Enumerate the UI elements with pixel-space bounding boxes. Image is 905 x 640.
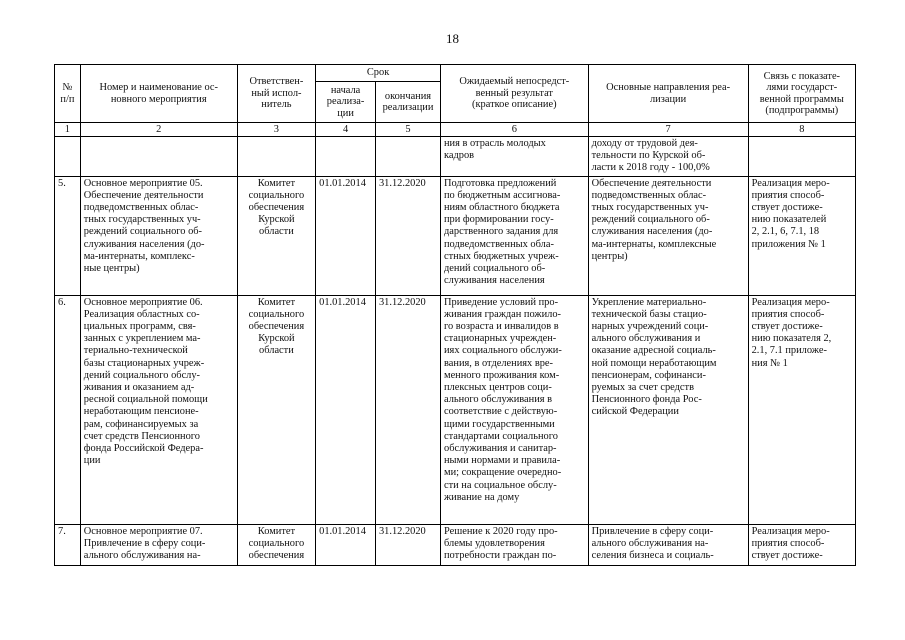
row-start: 01.01.2014	[316, 295, 376, 524]
row-name: Основное мероприятие 05. Обеспечение деятельности подведомственных облас- тных государственных уч- реждений социального об- служивания населения (до- ма-интернаты, комплекс- ные центры)	[80, 176, 237, 295]
header-link: Связь с показате- лями государст- венной программы (подпрограммы)	[748, 65, 855, 123]
table-row	[55, 295, 856, 524]
header-term: Срок	[316, 65, 441, 82]
row-result: Приведение условий про- живания граждан пожило- го возраста и инвалидов в стационарных учрежден- иях социального обслужи- вания, в отделениях вре- менного проживания ком- плексных центров соци- ального обслуживания в соответствие с действую- щими государственными стандартами социального обслуживания и санитар- ными нормами и правила- ми; сокращение очередно- сти на социальное обслу- живание на дому	[441, 295, 589, 524]
row-directions: Обеспечение деятельности подведомственных облас- тных государственных уч- реждений социального об- служивания населения (до- ма-интернаты, комплексные центры)	[588, 176, 748, 295]
column-number: 7	[588, 123, 748, 137]
column-number: 8	[748, 123, 855, 137]
continuation-directions: доходу от трудовой дея- тельности по Курской об- ласти к 2018 году - 100,0%	[588, 137, 748, 177]
header-num: № п/п	[55, 65, 81, 123]
row-link: Реализация меро- приятия способ- ствует достиже-	[748, 524, 855, 565]
row-responsible: Комитет социального обеспечения Курской области	[237, 295, 315, 524]
header-directions: Основные направления реа- лизации	[588, 65, 748, 123]
column-number: 4	[316, 123, 376, 137]
row-name: Основное мероприятие 07. Привлечение в сферу соци- ального обслуживания на-	[80, 524, 237, 565]
header-result: Ожидаемый непосредст- венный результат (краткое описание)	[441, 65, 589, 123]
row-name: Основное мероприятие 06. Реализация областных со- циальных программ, свя- занных с укреплением ма- териально-технической базы стационарных учреж- дений социального обслу- живания и оказанием ад- ресной социальной помощи неработающим пенсионе- рам, софинансируемых за счет средств Пенсионного фонда Российской Федера- ции	[80, 295, 237, 524]
row-responsible: Комитет социального обеспечения Курской области	[237, 176, 315, 295]
header-start: начала реализа- ции	[316, 82, 376, 123]
row-end: 31.12.2020	[375, 176, 440, 295]
row-directions: Привлечение в сферу соци- ального обслуживания на- селения бизнеса и социаль-	[588, 524, 748, 565]
header-name: Номер и наименование ос- новного мероприятия	[80, 65, 237, 123]
continuation-row	[55, 137, 856, 177]
row-num: 7.	[55, 524, 81, 565]
row-link: Реализация меро- приятия способ- ствует достиже- нию показателей 2, 2.1, 6, 7.1, 18 приложения № 1	[748, 176, 855, 295]
column-number: 1	[55, 123, 81, 137]
column-number: 5	[375, 123, 440, 137]
row-end: 31.12.2020	[375, 524, 440, 565]
row-start: 01.01.2014	[316, 524, 376, 565]
row-result: Подготовка предложений по бюджетным ассигнова- ниям областного бюджета при формировании госу- дарственного задания для подведомственных обла- стных бюджетных учреж- дений социального об- служивания населения	[441, 176, 589, 295]
column-number: 6	[441, 123, 589, 137]
header-end: окончания реализации	[375, 82, 440, 123]
row-num: 5.	[55, 176, 81, 295]
row-link: Реализация меро- приятия способ- ствует достиже- нию показателя 2, 2.1, 7.1 приложе- ния № 1	[748, 295, 855, 524]
continuation-result: ния в отрасль молодых кадров	[441, 137, 589, 177]
table-row	[55, 524, 856, 565]
row-end: 31.12.2020	[375, 295, 440, 524]
header-responsible: Ответствен- ный испол- нитель	[237, 65, 315, 123]
page-number: 18	[446, 31, 459, 46]
row-directions: Укрепление материально- технической базы стацио- нарных учреждений соци- ального обслуживания и оказание адресной социаль- ной помощи неработающим пенсионерам, софинанси- руемых за счет средств Пенсионного фонда Рос- сийской Федерации	[588, 295, 748, 524]
column-number: 2	[80, 123, 237, 137]
column-number: 3	[237, 123, 315, 137]
row-start: 01.01.2014	[316, 176, 376, 295]
row-result: Решение к 2020 году про- блемы удовлетворения потребности граждан по-	[441, 524, 589, 565]
row-responsible: Комитет социального обеспечения	[237, 524, 315, 565]
column-number-row	[55, 123, 856, 137]
table-row	[55, 176, 856, 295]
row-num: 6.	[55, 295, 81, 524]
program-activities-table	[54, 64, 856, 566]
